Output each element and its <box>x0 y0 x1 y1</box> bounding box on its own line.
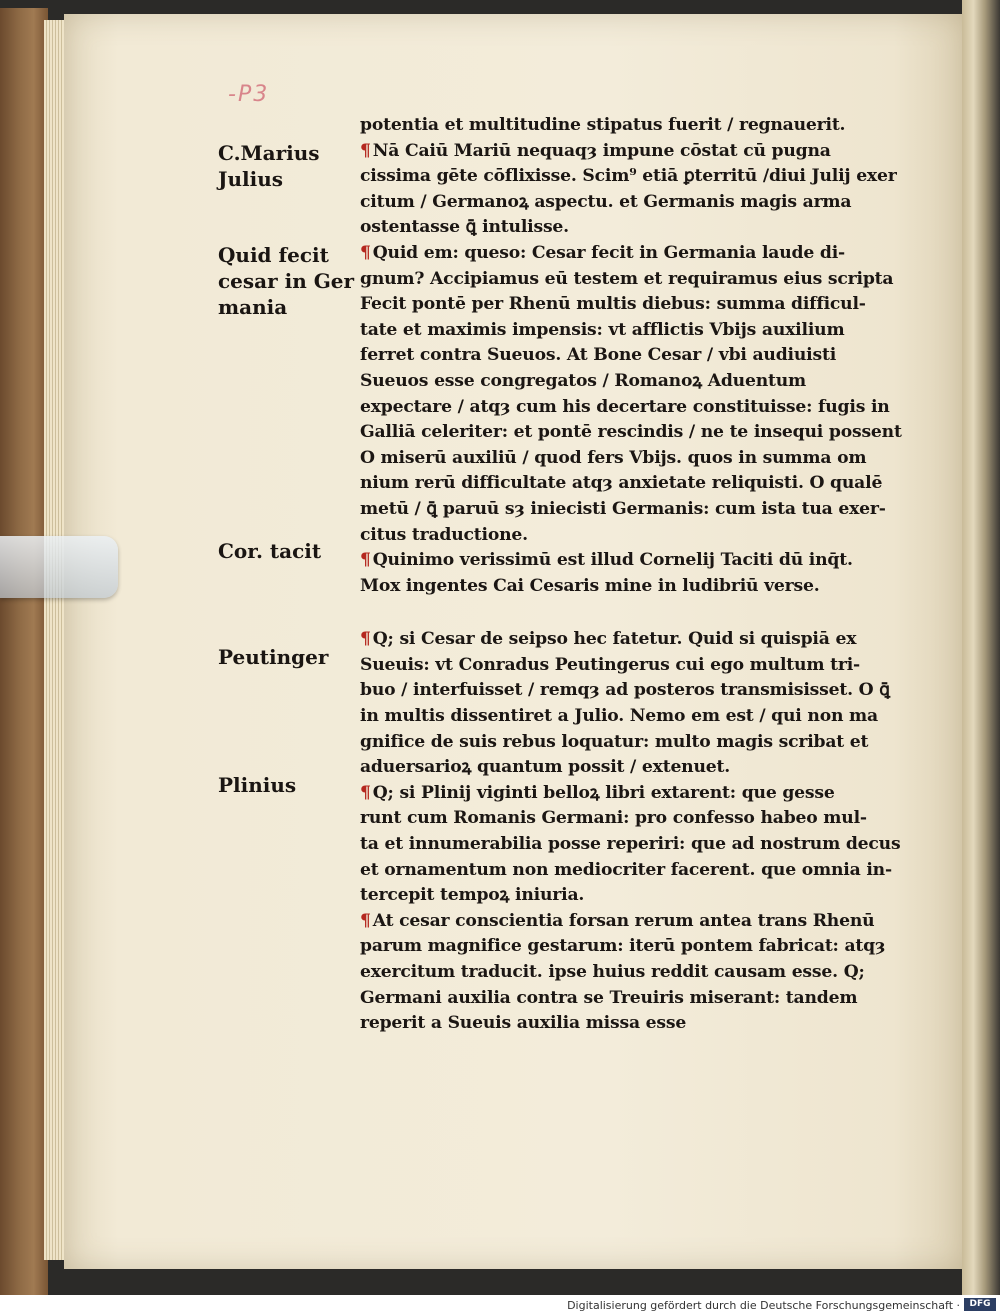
text-line: ostentasse ꝗ̄ intulisse. <box>360 217 569 238</box>
text-line: parum magnifice gestarum: iterū pontem fabricat: atqȝ <box>360 936 886 957</box>
text-line: citum / Germanoꝝ aspectu. et Germanis magis arma <box>360 191 852 212</box>
page-weight-clamp <box>0 536 118 598</box>
margin-note-tacitus <box>218 538 321 564</box>
text-line: Sueuis: vt Conradus Peutingerus cui ego multum tri- <box>360 654 860 675</box>
text-line: nium rerū difficultate atqȝ anxietate reliquisti. O qualē <box>360 473 883 494</box>
pilcrow-mark: ¶ <box>360 550 371 571</box>
margin-note-line: Plinius <box>218 773 297 797</box>
text-line: Mox ingentes Cai Cesaris mine in ludibriū verse. <box>360 575 820 596</box>
text-line: ¶ Nā Caiū Mariū nequaqȝ impune cōstat cū pugna <box>360 140 831 161</box>
text-line: Germani auxilia contra se Treuiris miserant: tandem <box>360 987 858 1008</box>
text-line: ta et innumerabilia posse reperiri: que ad nostrum decus <box>360 834 901 855</box>
text-line: et ornamentum non mediocriter facerent. que omnia in- <box>360 859 892 880</box>
text-line: metū / ꝗ̄ paruū sȝ iniecisti Germanis: cum ista tua exer- <box>360 498 886 519</box>
margin-note-quid-fecit <box>218 242 354 320</box>
book-cover <box>0 8 48 1295</box>
text-line: in multis dissentiret a Julio. Nemo em est / qui non ma <box>360 706 878 727</box>
text-line: potentia et multitudine stipatus fuerit / regnauerit. <box>360 115 846 135</box>
margin-note-peutinger <box>218 644 328 670</box>
text-line: exercitum traducit. ipse huius reddit causam esse. Q; <box>360 962 865 982</box>
text-line: Galliā celeriter: et pontē rescindis / ne te insequi possent <box>360 422 902 443</box>
text-line: ¶ At cesar conscientia forsan rerum antea trans Rhenū <box>360 910 875 931</box>
text-line: ¶ Quid em: queso: Cesar fecit in Germania laude di- <box>360 242 845 263</box>
pilcrow-mark: ¶ <box>360 629 371 650</box>
page-mark-text: -P3 <box>228 82 270 107</box>
text-line: cissima gēte cōflixisse. Scim⁹ etiā ꝑterritū /diui Julij exer <box>360 166 897 187</box>
margin-note-plinius <box>218 772 296 798</box>
text-line: O miserū auxiliū / quod fers Vbijs. quos in summa om <box>360 447 867 468</box>
text-line: reperit a Sueuis auxilia missa esse <box>360 1013 687 1034</box>
text-line: Fecit pontē per Rhenū multis diebus: summa difficul- <box>360 294 866 315</box>
digitization-footer <box>0 1295 1000 1315</box>
text-line: ¶ Q; si Plinij viginti belloꝝ libri extarent: que gesse <box>360 782 835 803</box>
dfg-logo: DFG <box>964 1298 996 1311</box>
pilcrow-mark: ¶ <box>360 140 371 161</box>
pilcrow-mark: ¶ <box>360 782 371 803</box>
margin-note-line: Cor. tacit <box>218 539 322 563</box>
text-line: ferret contra Sueuos. At Bone Cesar / vbi audiuisti <box>360 345 837 366</box>
text-line: runt cum Romanis Germani: pro confesso habeo mul- <box>360 808 867 829</box>
main-text <box>360 113 920 1037</box>
text-line: expectare / atqȝ cum his decertare constituisse: fugis in <box>360 396 890 417</box>
margin-note-line: Quid fecit <box>218 243 329 267</box>
margin-note-line: cesar in Ger <box>218 269 355 293</box>
text-line: citus traductione. <box>360 524 528 545</box>
page-mark <box>228 82 318 106</box>
margin-note-line: Julius <box>218 167 283 191</box>
margin-note-line: mania <box>218 295 288 319</box>
text-line: tercepit tempoꝝ iniuria. <box>360 885 585 906</box>
text-line: aduersarioꝝ quantum possit / extenuet. <box>360 757 731 778</box>
text-line: gnifice de suis rebus loquatur: multo magis scribat et <box>360 731 869 752</box>
text-line: buo / interfuisset / remqȝ ad posteros transmisisset. O ꝗ̄ <box>360 680 890 701</box>
book-gutter <box>962 0 1000 1295</box>
footer-credit: Digitalisierung gefördert durch die Deutsche Forschungsgemeinschaft · <box>567 1299 960 1312</box>
pilcrow-mark: ¶ <box>360 910 371 931</box>
text-line: ¶ Q; si Cesar de seipso hec fatetur. Quid si quispiā ex <box>360 629 857 650</box>
text-line: ¶ Quinimo verissimū est illud Cornelij Taciti dū inq̄t. <box>360 550 853 571</box>
pilcrow-mark: ¶ <box>360 242 371 263</box>
text-line: gnum? Accipiamus eū testem et requiramus eius scripta <box>360 268 894 289</box>
margin-note-marius <box>218 140 320 192</box>
text-line: Sueuos esse congregatos / Romanoꝝ Aduentum <box>360 370 807 391</box>
margin-note-line: Peutinger <box>218 645 329 669</box>
margin-note-line: C.Marius <box>218 141 320 165</box>
text-line: tate et maximis impensis: vt afflictis Vbijs auxilium <box>360 319 845 340</box>
